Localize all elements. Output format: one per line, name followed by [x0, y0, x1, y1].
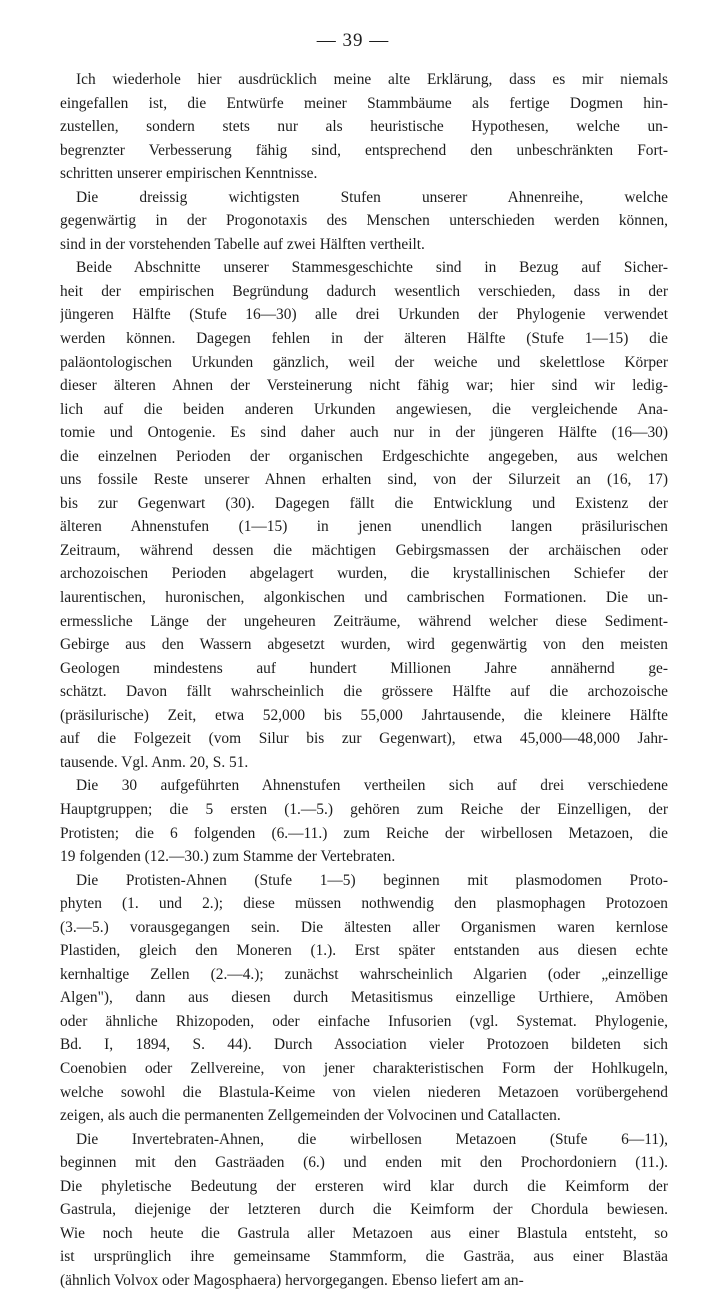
text-line: Die dreissig wichtigsten Stufen unserer Ahnenreihe, welche — [76, 188, 668, 206]
text-line: Geologen mindestens auf hundert Millionen Jahre annähernd ge- — [60, 659, 668, 677]
text-line: zustellen, sondern stets nur als heuristische Hypothesen, welche un- — [60, 118, 668, 136]
text-line: Gebirge aus den Wassern abgesetzt wurden, wird gegenwärtig von den meisten — [60, 636, 668, 654]
text-line: laurentischen, huronischen, algonkischen und cambrischen Formationen. Die un- — [60, 589, 668, 607]
paragraph — [60, 1128, 668, 1292]
text-line: lich auf die beiden anderen Urkunden angewiesen, die vergleichende Ana- — [60, 400, 668, 418]
text-line: auf die Folgezeit (vom Silur bis zur Gegenwart), etwa 45,000—48,000 Jahr- — [60, 730, 668, 748]
text-line: ist ursprünglich ihre gemeinsame Stammform, die Gasträa, aus einer Blastäa — [60, 1248, 668, 1266]
text-line: jüngeren Hälfte (Stufe 16—30) alle drei Urkunden der Phylogenie verwendet — [60, 306, 668, 324]
text-line: Die 30 aufgeführten Ahnenstufen vertheilen sich auf drei verschiedene — [76, 777, 668, 795]
text-line: Die Protisten-Ahnen (Stufe 1—5) beginnen mit plasmodomen Proto- — [76, 871, 668, 889]
text-line: bis zur Gegenwart (30). Dagegen fällt die Entwicklung und Existenz der — [60, 494, 668, 512]
text-line: gegenwärtig in der Progonotaxis des Menschen unterschieden werden können, — [60, 212, 668, 230]
text-line: Gastrula, diejenige der letzteren durch die Keimform der Chordula bewiesen. — [60, 1201, 668, 1219]
text-line: ermessliche Länge der ungeheuren Zeiträume, während welcher diese Sediment- — [60, 612, 668, 630]
text-line: älteren Ahnenstufen (1—15) in jenen unendlich langen präsilurischen — [60, 518, 668, 536]
text-line: begrenzter Verbesserung fähig sind, entsprechend den unbeschränkten Fort- — [60, 141, 668, 159]
text-line: schritten unserer empirischen Kenntnisse. — [60, 165, 318, 183]
text-line: zeigen, als auch die permanenten Zellgemeinden der Volvocinen und Catallacten. — [60, 1107, 561, 1125]
text-line: kernhaltige Zellen (2.—4.); zunächst wahrscheinlich Algarien (oder „einzellige — [60, 965, 668, 983]
text-line: schätzt. Davon fällt wahrscheinlich die grössere Hälfte auf die archozoische — [60, 683, 668, 701]
body-text — [60, 68, 668, 1292]
text-line: Beide Abschnitte unserer Stammesgeschichte sind in Bezug auf Sicher- — [76, 259, 668, 277]
text-line: dieser älteren Ahnen der Versteinerung nicht fähig war; hier sind wir ledig- — [60, 377, 668, 395]
text-line: die einzelnen Perioden der organischen Erdgeschichte angegeben, aus welchen — [60, 447, 668, 465]
text-line: werden können. Dagegen fehlen in der älteren Hälfte (Stufe 1—15) die — [60, 330, 668, 348]
text-line: beginnen mit den Gasträaden (6.) und enden mit den Prochordoniern (11.). — [60, 1154, 668, 1172]
paragraph — [60, 774, 668, 868]
text-line: Zeitraum, während dessen die mächtigen Gebirgsmassen der archäischen oder — [60, 541, 668, 559]
text-line: Die Invertebraten-Ahnen, die wirbellosen Metazoen (Stufe 6—11), — [76, 1130, 668, 1148]
text-line: paläontologischen Urkunden gänzlich, weil der weiche und skelettlose Körper — [60, 353, 668, 371]
text-line: Protisten; die 6 folgenden (6.—11.) zum Reiche der wirbellosen Metazoen, die — [60, 824, 668, 842]
text-line: (3.—5.) vorausgegangen sein. Die ältesten aller Organismen waren kernlose — [60, 918, 668, 936]
text-line: Ich wiederhole hier ausdrücklich meine alte Erklärung, dass es mir niemals — [76, 71, 668, 88]
text-line: Die phyletische Bedeutung der ersteren wird klar durch die Keimform der — [60, 1177, 668, 1195]
text-line: Algen"), dann aus diesen durch Metasitismus einzellige Urthiere, Amöben — [60, 989, 668, 1007]
text-line: archozoischen Perioden abgelagert wurden, die krystallinischen Schiefer der — [60, 565, 668, 583]
text-line: 19 folgenden (12.—30.) zum Stamme der Vertebraten. — [60, 848, 396, 866]
paragraph — [60, 68, 668, 186]
page-number: — 39 — — [316, 30, 390, 51]
text-line: Plastiden, gleich den Moneren (1.). Erst später entstanden aus diesen echte — [60, 942, 668, 960]
text-line: uns fossile Reste unserer Ahnen erhalten sind, von der Silurzeit an (16, 17) — [60, 471, 668, 489]
text-line: (präsilurische) Zeit, etwa 52,000 bis 55,000 Jahrtausende, die kleinere Hälfte — [60, 706, 668, 724]
text-line: sind in der vorstehenden Tabelle auf zwei Hälften vertheilt. — [60, 235, 425, 253]
text-line: eingefallen ist, die Entwürfe meiner Stammbäume als fertige Dogmen hin- — [60, 94, 668, 112]
text-line: Hauptgruppen; die 5 ersten (1.—5.) gehören zum Reiche der Einzelligen, der — [60, 800, 668, 818]
text-line: heit der empirischen Begründung dadurch wesentlich verschieden, dass in der — [60, 282, 668, 300]
paragraph — [60, 186, 668, 257]
text-line: phyten (1. und 2.); diese müssen nothwendig den plasmophagen Protozoen — [60, 895, 668, 913]
paragraph — [60, 256, 668, 774]
text-line: (ähnlich Volvox oder Magosphaera) hervorgegangen. Ebenso liefert am an- — [60, 1271, 524, 1289]
text-line: oder ähnliche Rhizopoden, oder einfache Infusorien (vgl. Systemat. Phylogenie, — [60, 1012, 668, 1030]
text-line: tausende. Vgl. Anm. 20, S. 51. — [60, 753, 249, 771]
text-line: Bd. I, 1894, S. 44). Durch Association vieler Protozoen bildeten sich — [60, 1036, 668, 1054]
text-line: Coenobien oder Zellvereine, von jener charakteristischen Form der Hohlkugeln, — [60, 1059, 668, 1077]
paragraph — [60, 869, 668, 1128]
text-line: welche sowohl die Blastula-Keime von vielen niederen Metazoen vorübergehend — [60, 1083, 668, 1101]
text-line: Wie noch heute die Gastrula aller Metazoen aus einer Blastula entsteht, so — [60, 1224, 668, 1242]
text-line: tomie und Ontogenie. Es sind daher auch nur in der jüngeren Hälfte (16—30) — [60, 424, 668, 442]
